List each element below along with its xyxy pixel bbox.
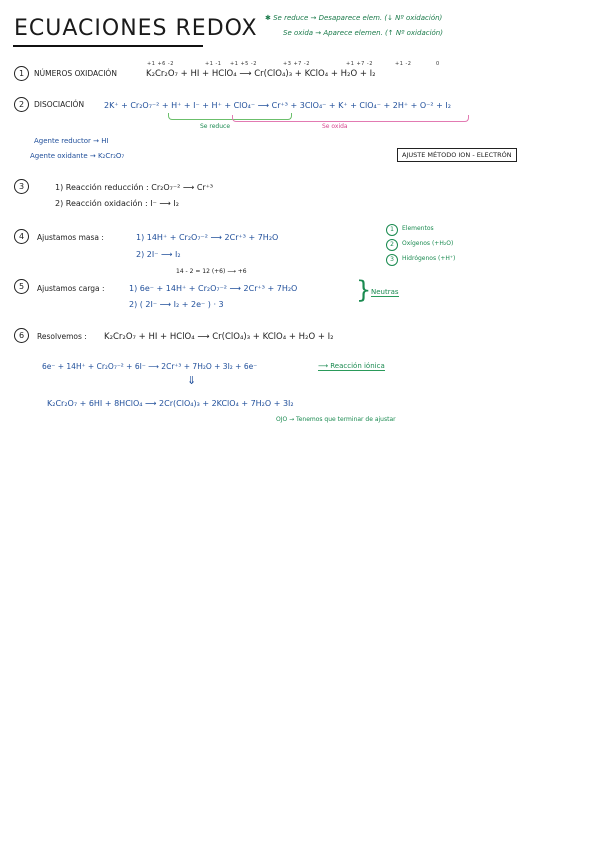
step-5-number: 5 — [14, 279, 29, 294]
step-4-line-1: 1) 14H⁺ + Cr₂O₇⁻² ⟶ 2Cr⁺³ + 7H₂O — [136, 233, 279, 242]
step-4-number: 4 — [14, 229, 29, 244]
ox-state: +3 +7 -2 — [283, 61, 310, 67]
legend-number: 1 — [386, 224, 398, 236]
step-4-line-2: 2) 2I⁻ ⟶ I₂ — [136, 250, 181, 259]
step-6-number: 6 — [14, 328, 29, 343]
step-5-line-1: 1) 6e⁻ + 14H⁺ + Cr₂O₇⁻² ⟶ 2Cr⁺³ + 7H₂O — [129, 284, 298, 293]
step-2-label: DISOCIACIÓN — [34, 100, 85, 109]
step-6-label: Resolvemos : — [37, 332, 87, 341]
step-2-number: 2 — [14, 97, 29, 112]
ox-state: +1 +5 -2 — [230, 61, 257, 67]
se-reduce-label: Se reduce — [200, 123, 231, 130]
ox-state: +1 +6 -2 — [147, 61, 174, 67]
step-5-line-2: 2) ( 2I⁻ ⟶ I₂ + 2e⁻ ) · 3 — [129, 300, 224, 309]
method-box: AJUSTE MÉTODO ION - ELECTRÓN — [397, 148, 517, 162]
step-4-label: Ajustamos masa : — [37, 233, 104, 242]
note-se-oxida: Se oxida → Aparece elemen. (↑ Nº oxidación) — [283, 29, 443, 37]
reaccion-ionica-label: ⟶ Reacción iónica — [318, 362, 385, 370]
step-5-label: Ajustamos carga : — [37, 284, 105, 293]
agent-oxidante: Agente oxidante → K₂Cr₂O₇ — [30, 152, 125, 160]
oxida-brace — [232, 115, 469, 122]
down-arrow-icon: ⇓ — [187, 374, 197, 387]
step-6-equation: K₂Cr₂O₇ + HI + HClO₄ ⟶ Cr(ClO₄)₃ + KClO₄ + H₂O + I₂ — [104, 332, 334, 342]
step-6-footnote: OJO → Tenemos que terminar de ajustar — [276, 416, 396, 423]
step-3-number: 3 — [14, 179, 29, 194]
ox-state: 0 — [436, 61, 440, 67]
agent-reductor: Agente reductor → HI — [34, 137, 109, 145]
ox-state: +1 -2 — [395, 61, 412, 67]
neutras-label: Neutras — [371, 288, 399, 296]
page-title: ECUACIONES REDOX — [14, 16, 258, 41]
legend-elementos: Elementos — [402, 225, 434, 232]
step-5-charges: 14 - 2 = 12 (+6) ⟶ +6 — [176, 268, 247, 275]
ox-state: +1 -1 — [205, 61, 222, 67]
step-6-ionic: 6e⁻ + 14H⁺ + Cr₂O₇⁻² + 6I⁻ ⟶ 2Cr⁺³ + 7H₂O + 3I₂ + 6e⁻ — [42, 362, 258, 371]
step-1-equation: K₂Cr₂O₇ + HI + HClO₄ ⟶ Cr(ClO₄)₃ + KClO₄ + H₂O + I₂ — [146, 69, 376, 79]
legend-hidrogenos: Hidrógenos (+H⁺) — [402, 255, 456, 262]
step-1-label: NÚMEROS OXIDACIÓN — [34, 69, 117, 78]
legend-oxigenos: Oxígenos (+H₂O) — [402, 240, 454, 247]
step-2-equation: 2K⁺ + Cr₂O₇⁻² + H⁺ + I⁻ + H⁺ + ClO₄⁻ ⟶ Cr⁺³ + 3ClO₄⁻ + K⁺ + ClO₄⁻ + 2H⁺ + O⁻² + I₂ — [104, 101, 451, 110]
step-3-line-1: 1) Reacción reducción : Cr₂O₇⁻² ⟶ Cr⁺³ — [55, 183, 214, 192]
step-1-number: 1 — [14, 66, 29, 81]
note-se-reduce: ✱ Se reduce → Desaparece elem. (↓ Nº oxidación) — [265, 14, 443, 22]
se-oxida-label: Se oxida — [322, 123, 348, 130]
title-underline — [13, 45, 203, 47]
ox-state: +1 +7 -2 — [346, 61, 373, 67]
curly-brace-icon: } — [356, 276, 372, 304]
legend-number: 2 — [386, 239, 398, 251]
legend-number: 3 — [386, 254, 398, 266]
step-6-final: K₂Cr₂O₇ + 6HI + 8HClO₄ ⟶ 2Cr(ClO₄)₃ + 2KClO₄ + 7H₂O + 3I₂ — [47, 399, 294, 408]
step-3-line-2: 2) Reacción oxidación : I⁻ ⟶ I₂ — [55, 199, 179, 208]
